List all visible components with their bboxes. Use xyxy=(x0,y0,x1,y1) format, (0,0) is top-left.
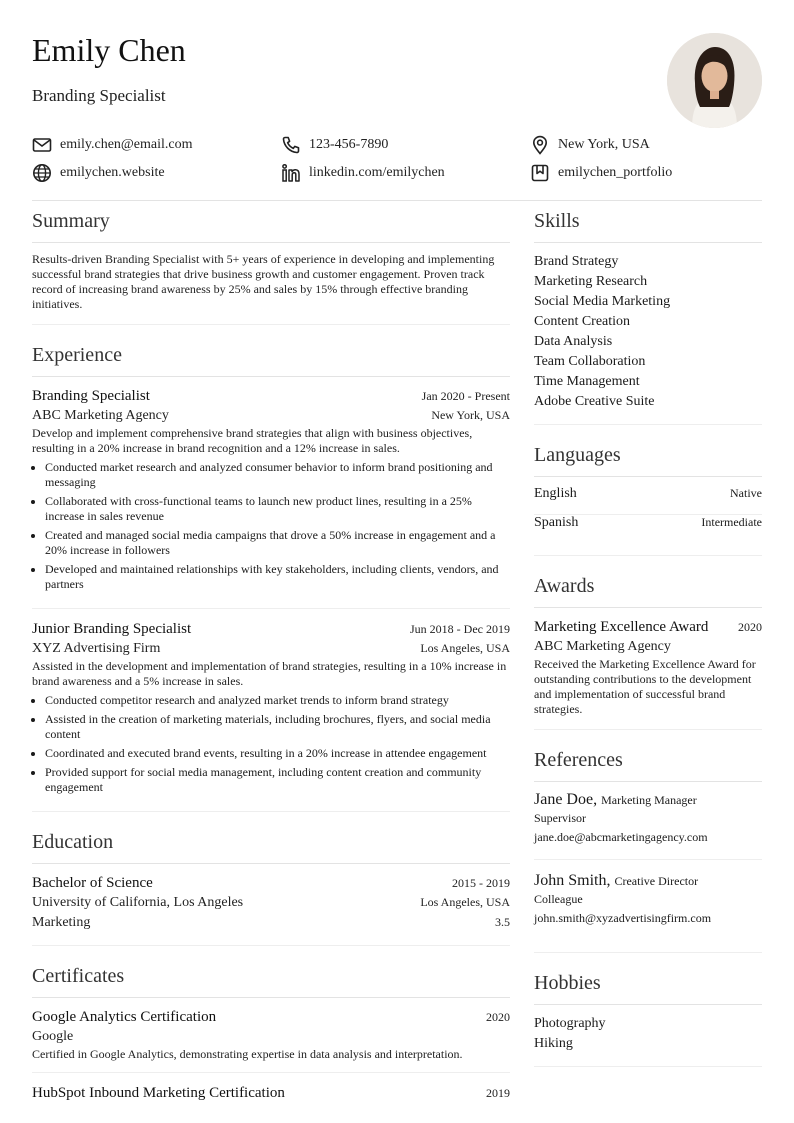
award-name: Marketing Excellence Award xyxy=(534,619,709,635)
references-heading: References xyxy=(534,747,762,782)
contact-portfolio[interactable] xyxy=(530,163,762,182)
candidate-role: Branding Specialist xyxy=(32,86,166,105)
certificate-year: 2020 xyxy=(486,1010,510,1024)
summary-text: Results-driven Branding Specialist with 5+ years of experience in developing and implementing successful brand strategies that drive business growth and customer engagement. Proven track record of increasing brand awareness by 25% and sales by 15% through effective branding initiatives. xyxy=(32,252,495,311)
skill-item: Time Management xyxy=(534,374,640,389)
job-bullet: • Collaborated with cross-functional teams to launch new product lines, resulting in a 25% increase in sales revenue xyxy=(45,494,510,524)
certificate-name: HubSpot Inbound Marketing Certification xyxy=(32,1085,285,1101)
contact-email-text: emily.chen@email.com xyxy=(60,136,193,152)
skill-item: Content Creation xyxy=(534,314,631,329)
reference-relation: Supervisor xyxy=(534,811,586,825)
contact-phone-text: 123-456-7890 xyxy=(309,136,389,152)
contact-linkedin-text: linkedin.com/emilychen xyxy=(309,164,445,180)
side-column xyxy=(534,208,762,1084)
job-bullet: • Assisted in the creation of marketing materials, including brochures, flyers, and social media content xyxy=(45,712,510,742)
contact-info xyxy=(32,135,762,182)
hobbies-heading: Hobbies xyxy=(534,970,762,1005)
job-position: Branding Specialist xyxy=(32,388,150,404)
reference-title: Creative Director xyxy=(614,874,699,888)
skill-item: Brand Strategy xyxy=(534,254,619,269)
skills-section xyxy=(534,208,762,425)
hobby-item: Photography xyxy=(534,1016,606,1031)
reference-relation: Colleague xyxy=(534,892,583,906)
summary-section xyxy=(32,208,510,325)
candidate-name: Emily Chen xyxy=(32,32,186,68)
job-bullets xyxy=(32,693,510,795)
portfolio-icon xyxy=(530,163,550,183)
reference-item xyxy=(534,791,762,860)
contact-location xyxy=(530,135,762,154)
hobby-item: Hiking xyxy=(534,1036,573,1051)
skill-item: Marketing Research xyxy=(534,274,648,289)
profile-photo-image xyxy=(667,33,762,128)
job-company: ABC Marketing Agency xyxy=(32,408,169,423)
education-dates: 2015 - 2019 xyxy=(452,876,510,890)
job-location: Los Angeles, USA xyxy=(420,641,510,655)
language-item xyxy=(534,515,762,543)
hobbies-section xyxy=(534,970,762,1067)
languages-heading: Languages xyxy=(534,442,762,477)
language-item xyxy=(534,486,762,515)
contact-email[interactable] xyxy=(32,135,281,154)
education-location: Los Angeles, USA xyxy=(420,895,510,909)
education-field: Marketing xyxy=(32,915,91,930)
certificates-heading: Certificates xyxy=(32,963,510,998)
contact-website-text: emilychen.website xyxy=(60,164,165,180)
education-gpa: 3.5 xyxy=(495,915,510,929)
job-bullet: • Provided support for social media management, including content creation and community engagement xyxy=(45,765,510,795)
skill-item: Social Media Marketing xyxy=(534,294,671,309)
language-name: Spanish xyxy=(534,515,579,530)
job-company: XYZ Advertising Firm xyxy=(32,641,161,656)
awards-heading: Awards xyxy=(534,573,762,608)
skill-item: Data Analysis xyxy=(534,334,613,349)
job-bullet: • Conducted market research and analyzed consumer behavior to inform brand positioning and messaging xyxy=(45,460,510,490)
skill-item: Adobe Creative Suite xyxy=(534,394,655,409)
job-bullet: • Conducted competitor research and analyzed market trends to inform brand strategy xyxy=(45,693,510,708)
globe-icon xyxy=(32,163,52,183)
certificate-item xyxy=(32,1007,510,1073)
job-description: Develop and implement comprehensive brand strategies that align with business objectives, resulting in a 20% increase in brand recognition and a 12% increase in sales. xyxy=(32,426,473,455)
references-section xyxy=(534,747,762,953)
reference-title: Marketing Manager xyxy=(601,793,697,807)
contact-website[interactable] xyxy=(32,163,281,182)
education-school: University of California, Los Angeles xyxy=(32,895,244,910)
language-level: Intermediate xyxy=(701,515,762,529)
experience-section xyxy=(32,342,510,812)
awards-section xyxy=(534,573,762,730)
experience-item xyxy=(32,619,510,795)
main-column xyxy=(32,208,510,1123)
job-position: Junior Branding Specialist xyxy=(32,621,192,637)
summary-heading: Summary xyxy=(32,208,510,243)
location-icon xyxy=(530,135,550,155)
job-bullet: • Created and managed social media campaigns that drove a 50% increase in engagement and a 20% increase in followers xyxy=(45,528,510,558)
reference-name: Jane Doe, xyxy=(534,791,598,808)
contact-phone[interactable] xyxy=(281,135,530,154)
certificate-year: 2019 xyxy=(486,1086,510,1100)
certificate-item xyxy=(32,1083,510,1113)
award-year: 2020 xyxy=(738,620,762,634)
education-degree: Bachelor of Science xyxy=(32,875,153,891)
phone-icon xyxy=(281,135,301,155)
linkedin-icon xyxy=(281,163,301,183)
reference-email[interactable]: jane.doe@abcmarketingagency.com xyxy=(534,830,708,844)
reference-email[interactable]: john.smith@xyzadvertisingfirm.com xyxy=(534,911,712,925)
job-bullet: • Coordinated and executed brand events, resulting in a 20% increase in attendee engagement xyxy=(45,746,510,761)
profile-photo xyxy=(667,33,762,128)
job-bullets xyxy=(32,460,510,592)
certificate-name: Google Analytics Certification xyxy=(32,1009,217,1025)
reference-name: John Smith, xyxy=(534,872,611,889)
certificate-issuer: Google xyxy=(32,1029,74,1044)
certificate-description: Certified in Google Analytics, demonstrating expertise in data analysis and interpretation. xyxy=(32,1047,463,1061)
contact-portfolio-text: emilychen_portfolio xyxy=(558,164,673,180)
education-heading: Education xyxy=(32,829,510,864)
job-bullet: • Developed and maintained relationships with key stakeholders, including clients, vendors, and partners xyxy=(45,562,510,592)
language-level: Native xyxy=(730,486,762,500)
header-divider xyxy=(32,200,762,201)
experience-heading: Experience xyxy=(32,342,510,377)
language-name: English xyxy=(534,486,577,501)
education-section xyxy=(32,829,510,946)
job-description: Assisted in the development and implementation of brand strategies, resulting in a 10% increase in brand awareness and a 5% increase in sales. xyxy=(32,659,507,688)
job-dates: Jun 2018 - Dec 2019 xyxy=(410,622,510,636)
contact-location-text: New York, USA xyxy=(558,136,650,152)
award-description: Received the Marketing Excellence Award for outstanding contributions to the development and implementation of successful brand strategies. xyxy=(534,657,756,716)
contact-linkedin[interactable] xyxy=(281,163,530,182)
mail-icon xyxy=(32,135,52,155)
job-location: New York, USA xyxy=(431,408,510,422)
languages-section xyxy=(534,442,762,556)
skills-heading: Skills xyxy=(534,208,762,243)
award-org: ABC Marketing Agency xyxy=(534,639,671,654)
skill-item: Team Collaboration xyxy=(534,354,646,369)
resume-page xyxy=(32,30,762,1101)
job-dates: Jan 2020 - Present xyxy=(421,389,510,403)
experience-item xyxy=(32,386,510,609)
certificates-section xyxy=(32,963,510,1113)
reference-item xyxy=(534,872,762,940)
